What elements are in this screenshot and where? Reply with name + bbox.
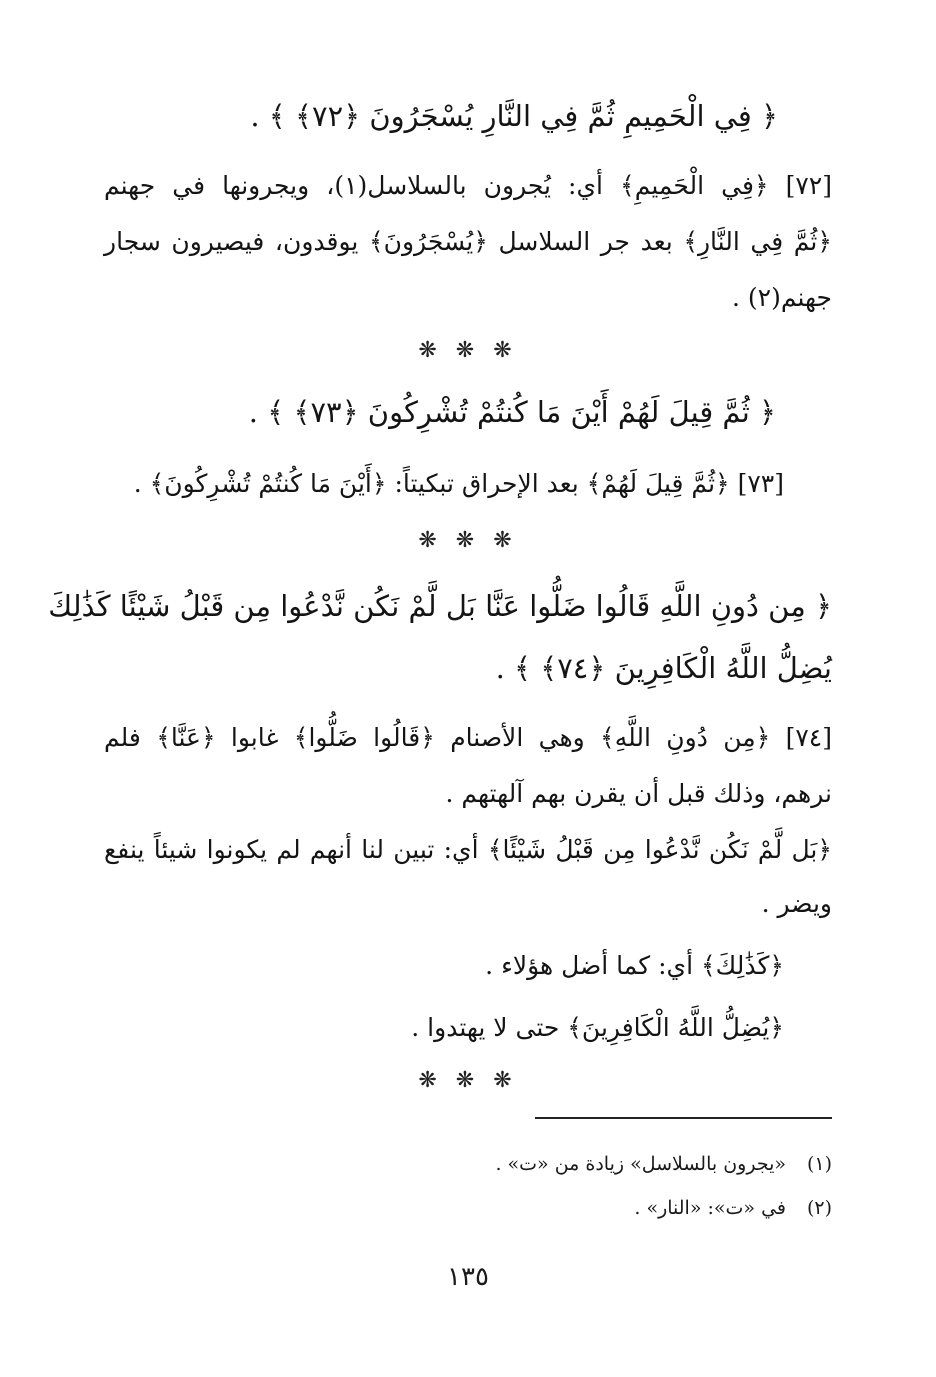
- section-separator: ❋ ❋ ❋: [418, 1068, 518, 1093]
- tafsir-72-line-2: ﴿ثُمَّ فِي النَّارِ﴾ بعد جر السلاسل ﴿يُسْجَرُونَ﴾ يوقدون، فيصيرون سجار: [104, 227, 832, 256]
- section-separator: ❋ ❋ ❋: [418, 338, 518, 363]
- footnote-2-number: (٢): [806, 1197, 832, 1219]
- verse-74-line-1: ﴿ مِن دُونِ اللَّهِ قَالُوا ضَلُّوا عَنَّا بَل لَّمْ نَكُن نَّدْعُوا مِن قَبْلُ شَيْئًا كَذَٰلِكَ: [48, 589, 832, 623]
- footnote-1-text: «يجرون بالسلاسل» زيادة من «ت» .: [495, 1153, 786, 1175]
- tafsir-74-line-1: [٧٤] ﴿مِن دُونِ اللَّهِ﴾ وهي الأصنام ﴿قَالُوا ضَلُّوا﴾ غابوا ﴿عَنَّا﴾ فلم: [104, 723, 832, 752]
- tafsir-74-line-2: نرهم، وذلك قبل أن يقرن بهم آلهتهم .: [445, 779, 832, 808]
- footnote-2-text: في «ت»: «النار» .: [634, 1197, 786, 1219]
- tafsir-72-line-1: [٧٢] ﴿فِي الْحَمِيمِ﴾ أي: يُجرون بالسلاسل(١)، ويجرونها في جهنم: [104, 171, 832, 200]
- tafsir-74c: ﴿كَذَٰلِكَ﴾ أي: كما أضل هؤلاء .: [485, 951, 784, 980]
- verse-72: ﴿ فِي الْحَمِيمِ ثُمَّ فِي النَّارِ يُسْجَرُونَ ﴿٧٢﴾ ﴾ .: [250, 99, 778, 133]
- tafsir-74d: ﴿يُضِلُّ اللَّهُ الْكَافِرِينَ﴾ حتى لا يهتدوا .: [411, 1013, 784, 1042]
- tafsir-74b-line-1: ﴿بَل لَّمْ نَكُن نَّدْعُوا مِن قَبْلُ شَيْئًا﴾ أي: تبين لنا أنهم لم يكونوا شيئاً ينفع: [104, 835, 832, 864]
- verse-74-line-2: يُضِلُّ اللَّهُ الْكَافِرِينَ ﴿٧٤﴾ ﴾ .: [495, 651, 832, 685]
- tafsir-73: [٧٣] ﴿ثُمَّ قِيلَ لَهُمْ﴾ بعد الإحراق تبكيتاً: ﴿أَيْنَ مَا كُنتُمْ تُشْرِكُونَ﴾ .: [133, 469, 784, 498]
- section-separator: ❋ ❋ ❋: [418, 528, 518, 553]
- tafsir-74b-line-2: ويضر .: [761, 889, 832, 918]
- tafsir-72-line-3: جهنم(٢) .: [731, 283, 832, 312]
- verse-73: ﴿ ثُمَّ قِيلَ لَهُمْ أَيْنَ مَا كُنتُمْ تُشْرِكُونَ ﴿٧٣﴾ ﴾ .: [248, 395, 776, 429]
- footnote-1-number: (١): [806, 1153, 832, 1175]
- footnote-divider: [535, 1117, 832, 1119]
- page-number: ١٣٥: [447, 1262, 489, 1292]
